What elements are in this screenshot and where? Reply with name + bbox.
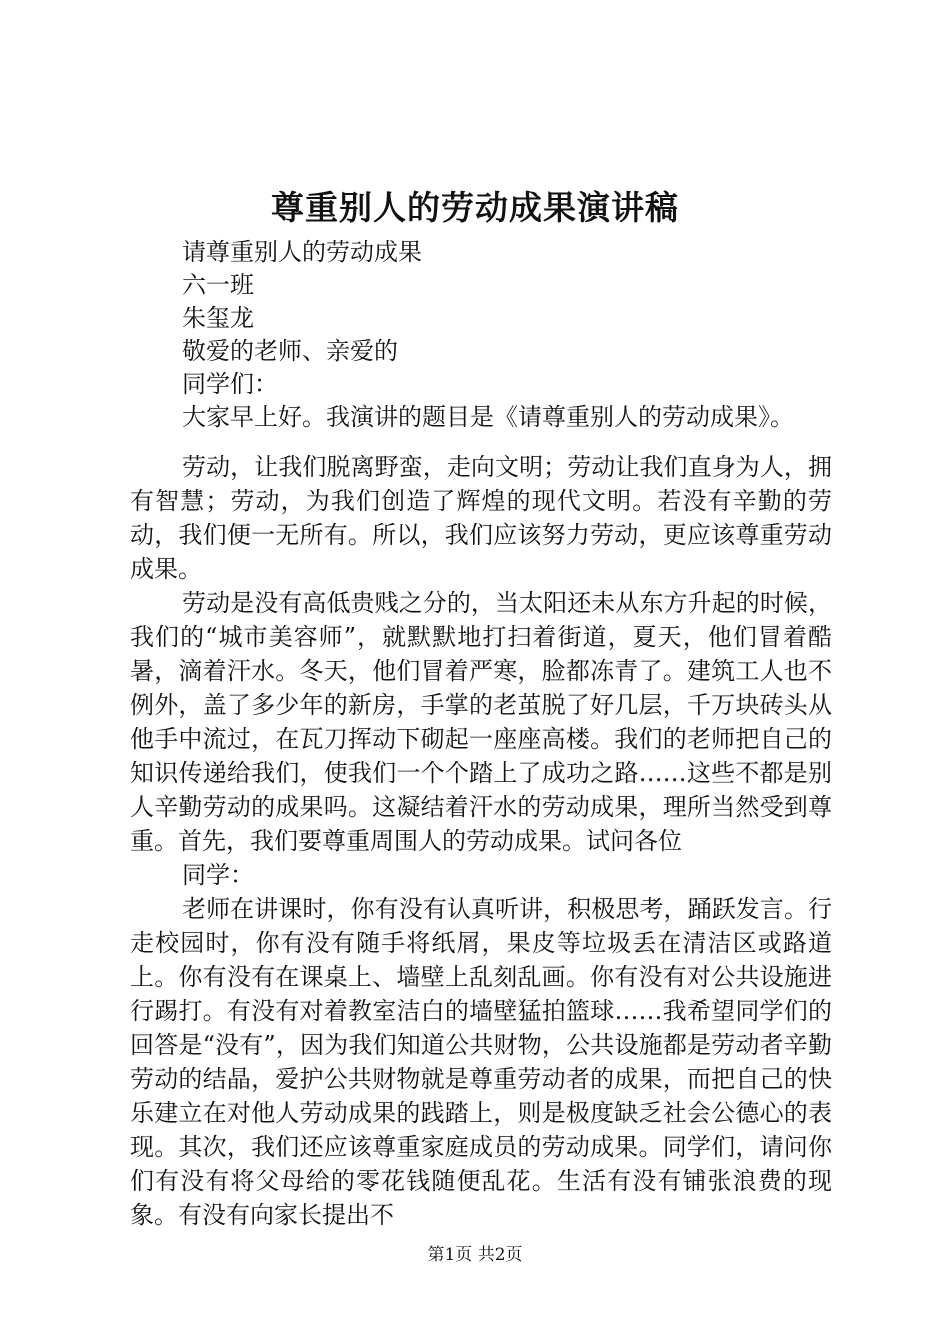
paragraph: 同学： <box>182 861 254 889</box>
paragraph: 老师在讲课时，你有没有认真听讲，积极思考，踊跃发言。行走校园时，你有没有随手将纸屑，果皮等垃圾丢在清洁区或路道上。你有没有在课桌上、墙壁上乱刻乱画。你有没有对公共设施进行踢打。有没有对着教室洁白的墙壁猛拍篮球……我希望同学们的回答是“没有”，因为我们知道公共财物，公共设施都是劳动者辛勤劳动的结晶，爱护公共财物就是尊重劳动者的成果，而把自己的快乐建立在对他人劳动成果的践踏上，则是极度缺乏社会公德心的表现。其次，我们还应该尊重家庭成员的劳动成果。同学们，请问你们有没有将父母给的零花钱随便乱花。生活有没有铺张浪费的现象。有没有向家长提出不 <box>130 895 832 1229</box>
author-line: 朱玺龙 <box>182 304 254 332</box>
page-number-footer: 第1页 共2页 <box>427 1245 523 1265</box>
document-title: 尊重别人的劳动成果演讲稿 <box>271 188 679 227</box>
opening-line: 大家早上好。我演讲的题目是《请尊重别人的劳动成果》。 <box>182 403 794 431</box>
speech-body <box>130 450 832 1232</box>
greeting-line: 敬爱的老师、亲爱的 <box>182 337 398 365</box>
speech-topic-line: 请尊重别人的劳动成果 <box>182 238 422 266</box>
greeting-line-continued: 同学们： <box>182 370 278 398</box>
class-line: 六一班 <box>182 271 254 299</box>
paragraph: 劳动，让我们脱离野蛮，走向文明；劳动让我们直身为人，拥有智慧；劳动，为我们创造了辉煌的现代文明。若没有辛勤的劳动，我们便一无所有。所以，我们应该努力劳动，更应该尊重劳动成果。 <box>130 453 832 583</box>
speech-header <box>182 236 882 434</box>
paragraph: 劳动是没有高低贵贱之分的，当太阳还未从东方升起的时候，我们的“城市美容师”，就默默地打扫着街道，夏天，他们冒着酷暑，滴着汗水。冬天，他们冒着严寒，脸都冻青了。建筑工人也不例外，盖了多少年的新房，手掌的老茧脱了好几层，千万块砖头从他手中流过，在瓦刀挥动下砌起一座座高楼。我们的老师把自己的知识传递给我们，使我们一个个踏上了成功之路……这些不都是别人辛勤劳动的成果吗。这凝结着汗水的劳动成果，理所当然受到尊重。首先，我们要尊重周围人的劳动成果。试问各位 <box>130 589 832 855</box>
